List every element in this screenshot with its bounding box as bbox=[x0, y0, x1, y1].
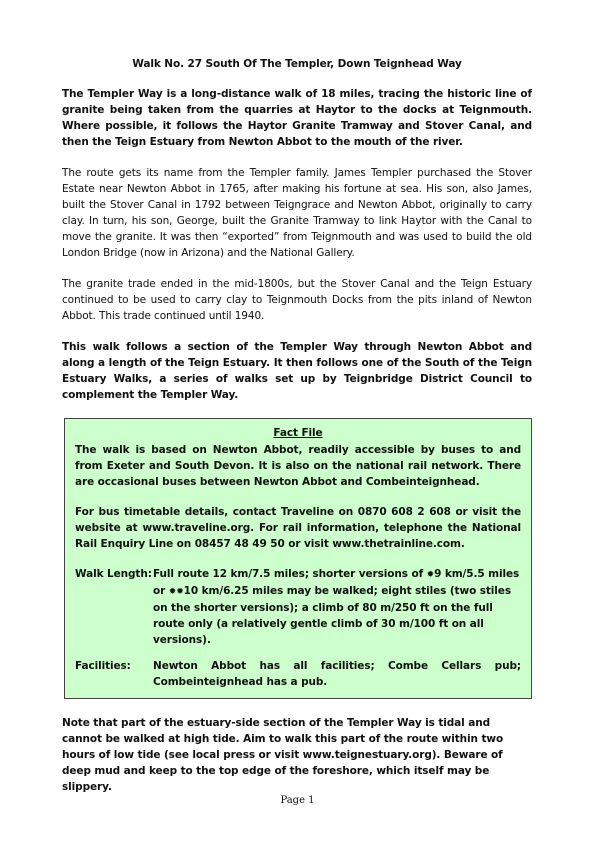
walk-length-text-2: 9 km/5.5 miles or bbox=[153, 568, 520, 597]
star-icon: ✹ bbox=[426, 570, 435, 580]
intro-paragraph: The Templer Way is a long-distance walk of 18 miles, tracing the historic line of granite being taken from the quarries at Haytor to the docks at Teignmouth. Where possible, it follows the Haytor Granite Tramway and Stover Canal, and then the Teign Estuary from Newton Abbot to the mouth of the river. bbox=[62, 88, 532, 148]
fact-file-base: The walk is based on Newton Abbot, readily accessible by buses to and from Exeter and South Devon. It is also on the national rail network. There are occasional buses between Newton Abbot and Combeinteignhead. bbox=[75, 444, 521, 488]
walk-length-text-1: Full route 12 km/7.5 miles; shorter versions of bbox=[153, 568, 427, 580]
facilities-value: Newton Abbot has all facilities; Combe Cellars pub; Combeinteignhead has a pub. bbox=[153, 660, 521, 688]
trade-paragraph: The granite trade ended in the mid-1800s, but the Stover Canal and the Teign Estuary continued to be used to carry clay to Teignmouth Docks from the pits inland of Newton Abbot. This trade continued until 1940. bbox=[62, 278, 532, 322]
walk-length-row bbox=[75, 566, 521, 648]
facilities-row bbox=[75, 658, 521, 690]
page-title: Walk No. 27 South Of The Templer, Down Teignhead Way bbox=[132, 58, 462, 70]
facilities-label: Facilities: bbox=[75, 660, 131, 672]
history-paragraph: The route gets its name from the Templer family. James Templer purchased the Stover Estate near Newton Abbot in 1765, after making his fortune at sea. His son, also James, built the Stover Canal in 1792 between Teigngrace and Newton Abbot, originally to carry clay. In turn, his son, George, built the Granite Tramway to link Haytor with the Canal to move the granite. It was then “exported” from Teignmouth and was used to build the old London Bridge (now in Arizona) and the National Gallery. bbox=[62, 167, 532, 259]
fact-file-heading: Fact File bbox=[273, 427, 323, 439]
double-star-icon: ✹✹ bbox=[168, 587, 184, 597]
page-footer: Page 1 bbox=[280, 795, 315, 806]
tide-note-paragraph: Note that part of the estuary-side section of the Templer Way is tidal and cannot be walked at high tide. Aim to walk this part of the route within two hours of low tide (see local press or visit www.teignestuary.org). Beware of deep mud and keep to the top edge of the foreshore, which itself may be slippery. bbox=[62, 717, 504, 793]
walk-section-paragraph: This walk follows a section of the Templer Way through Newton Abbot and along a length of the Teign Estuary. It then follows one of the South of the Teign Estuary Walks, a series of walks set up by Teignbridge District Council to complement the Templer Way. bbox=[62, 341, 532, 401]
walk-length-value bbox=[153, 566, 521, 648]
walk-length-label: Walk Length: bbox=[75, 568, 152, 580]
fact-file-contact: For bus timetable details, contact Traveline on 0870 608 2 608 or visit the website at www.traveline.org. For rail information, telephone the National Rail Enquiry Line on 08457 48 49 50 or visit www.thetrainline.com. bbox=[75, 506, 521, 550]
document-page bbox=[62, 56, 532, 810]
walk-length-text-3: 10 km/6.25 miles may be walked; eight stiles (two stiles on the shorter versions); a climb of 80 m/250 ft on the full route only (a relatively gentle climb of 30 m/100 ft on all versions). bbox=[153, 585, 511, 646]
fact-file-box bbox=[64, 418, 532, 699]
